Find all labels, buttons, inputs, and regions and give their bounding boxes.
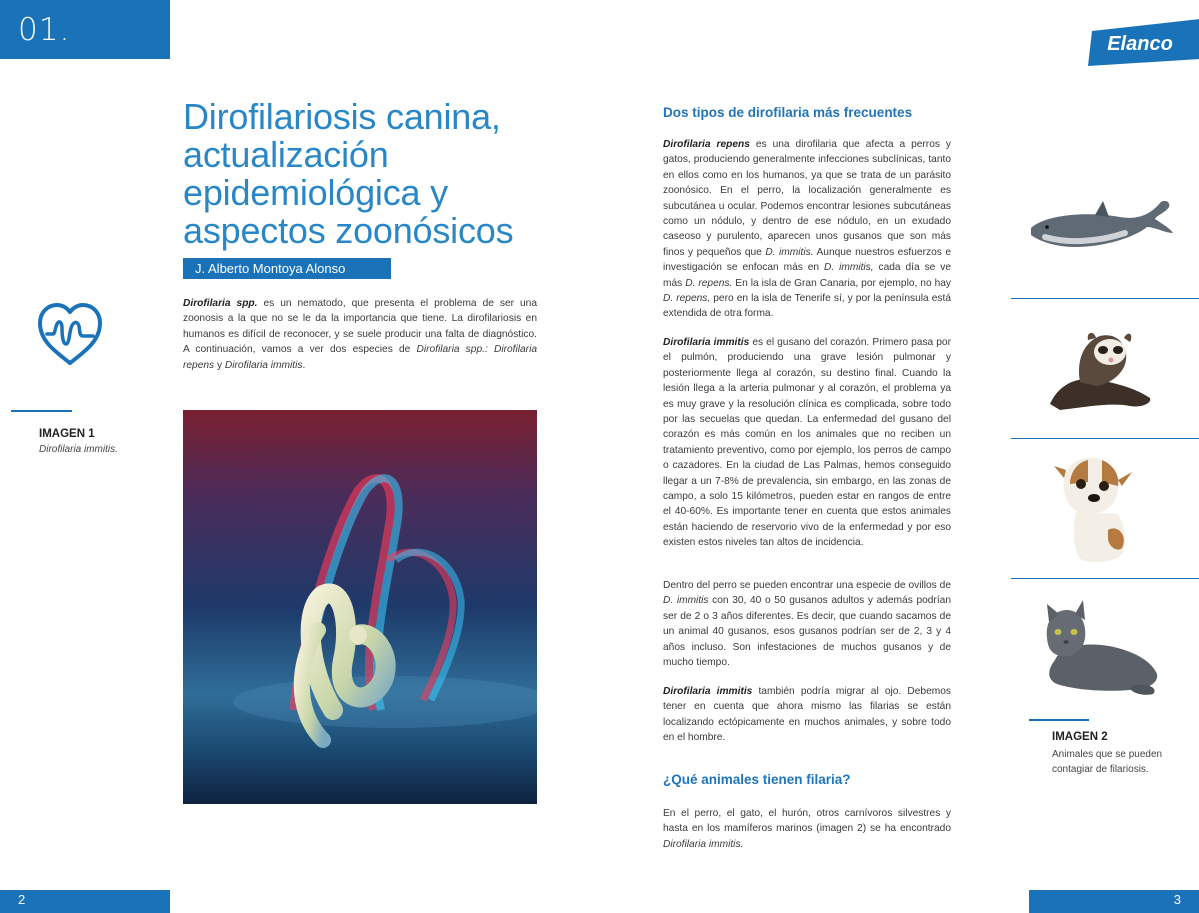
ferret-image (1040, 322, 1160, 414)
paragraph-repens (663, 137, 951, 322)
intro-text: y (214, 359, 225, 371)
paragraph-ojo (663, 684, 951, 746)
paragraph-text: pero en la isla de Tenerife sí, y por la península está extendida de otra forma. (663, 293, 952, 320)
article-title-line: aspectos zoonósicos (183, 210, 514, 251)
elanco-logo (1082, 19, 1199, 66)
dirofilaria-worm-image (183, 410, 537, 804)
elanco-logo-text: Elanco (1107, 33, 1173, 55)
image2-caption: Animales que se pueden contagiar de filariosis. (1052, 749, 1163, 775)
cat-image (1035, 598, 1165, 698)
intro-italic: Dirofilaria spp.: (416, 344, 488, 356)
paragraph-lead: Dirofilaria immitis (663, 686, 753, 697)
page-number-left: 2 (18, 892, 26, 907)
page-number-right: 3 (1173, 892, 1181, 907)
intro-italic: Dirofilaria immitis (224, 359, 303, 371)
footer-bar-left (0, 890, 170, 913)
paragraph-text: En el perro, el gato, el hurón, otros carnívoros silvestres y hasta en los mamíferos marinos (imagen 2) se ha encontrado (663, 808, 951, 835)
intro-lead: Dirofilaria spp. (183, 298, 258, 309)
animal-divider (1011, 438, 1199, 439)
image1-caption: Dirofilaria immitis. (39, 444, 118, 455)
section-number: 01. (18, 12, 71, 48)
paragraph-italic: D. repens, (663, 293, 711, 305)
paragraph-text: también podría migrar al ojo. Debemos tener en cuenta que ahora mismo las filarias se están localizando ectópicamente en muchos animales, y sobre todo en el hombre. (663, 686, 951, 744)
author-name: J. Alberto Montoya Alonso (195, 261, 346, 276)
intro-text: . (302, 359, 306, 371)
section-heading: ¿Qué animales tienen filaria? (663, 772, 851, 787)
caption-rule (11, 410, 72, 412)
paragraph-italic: D. immitis, (824, 262, 874, 274)
caption-rule (1029, 719, 1089, 721)
paragraph-text: con 30, 40 o 50 gusanos adultos y además podrían ser de 2 o 3 años diferentes. Es decir, que cuando sacamos de un animal 40 gusanos, esos gusanos podrían ser de 2, 3 y 4 años incluso. Son infestaciones de muchos gusanos y de mucho tiempo. (663, 595, 951, 669)
paragraph-text: Dentro del perro se pueden encontrar una especie de ovillos de (663, 580, 951, 591)
paragraph-italic: D. repens. (685, 277, 733, 289)
paragraph-italic: Dirofilaria immitis. (663, 838, 744, 850)
image2-label: IMAGEN 2 (1052, 731, 1108, 743)
paragraph-text: En la isla de Gran Canaria, por ejemplo, no hay (732, 277, 951, 289)
animal-divider (1011, 578, 1199, 579)
section-number-box (0, 0, 170, 59)
dolphin-image (1025, 193, 1175, 268)
paragraph-text: Aunque nuestros esfuerzos e investigación se enfocan más en (663, 246, 951, 274)
paragraph-lead: Dirofilaria immitis (663, 337, 750, 348)
section-heading: Dos tipos de dirofilaria más frecuentes (663, 105, 913, 120)
article-title-line: epidemiológica y (183, 172, 448, 213)
paragraph-text: cada día se ve más (663, 262, 951, 289)
dog-image (1048, 452, 1138, 564)
paragraph-text: es el gusano del corazón. Primero pasa por el pulmón, produciendo una grave lesión pulmonar y posteriormente llega al corazón, su destino final. Cuando la lesión llega a la arteria pulmonar y al corazón, el problema ya es muy grave y la resolución clínica es complicada, sobre todo por las secuelas que quedan. La enfermedad del gusano del corazón es más común en los animales que no reciben un tratamiento preventivo, como por ejemplo, los perros de campo o cazadores. En la ciudad de Las Palmas, hemos conseguido llegar a un 7-8% de prevalencia, sin embargo, en las zonas de campo, a solo 15 kilómetros, pueden estar en rangos de entre el 40-60%. Es importante tener en cuenta que estos animales están haciendo de reservorio vivo de la enfermedad y por eso existen estos niveles tan altos de incidencia. (663, 337, 951, 549)
paragraph-animales (663, 806, 951, 852)
image1-label: IMAGEN 1 (39, 428, 95, 440)
article-title-line: actualización (183, 134, 389, 175)
paragraph-italic: D. immitis. (765, 246, 814, 258)
intro-text: es un nematodo, que presenta el problema de ser una zoonosis a la que no se le da la importancia que tiene. La dirofilariosis en humanos es difícil de reconocer, y se suele producir una falta de diagnóstico. A continuación, vamos a ver dos especies de (183, 298, 538, 356)
paragraph-ovillos (663, 578, 951, 670)
animal-divider (1011, 298, 1199, 299)
paragraph-italic: D. immitis (663, 595, 709, 607)
article-title (183, 98, 603, 250)
paragraph-text: es una dirofilaria que afecta a perros y gatos, produciendo generalmente infecciones subclínicas, tanto en ellos como en los humanos, ya que se trata de un parásito zoonósico. En el perro, la localización generalmente es subcutánea u ocular. Podemos encontrar lesiones subcutáneas como un nódulo, y dentro de ese nódulo, en un exudado caseoso y purulento, aparecen unos gusanos que son más finos y pequeños que (663, 139, 951, 258)
intro-paragraph (183, 296, 537, 373)
article-title-line: Dirofilariosis canina, (183, 96, 501, 137)
footer-bar-right (1029, 890, 1199, 913)
intro-italic: Dirofilaria repens (183, 344, 537, 371)
heart-pulse-icon (35, 300, 105, 368)
paragraph-lead: Dirofilaria repens (663, 139, 750, 150)
paragraph-immitis (663, 335, 951, 551)
